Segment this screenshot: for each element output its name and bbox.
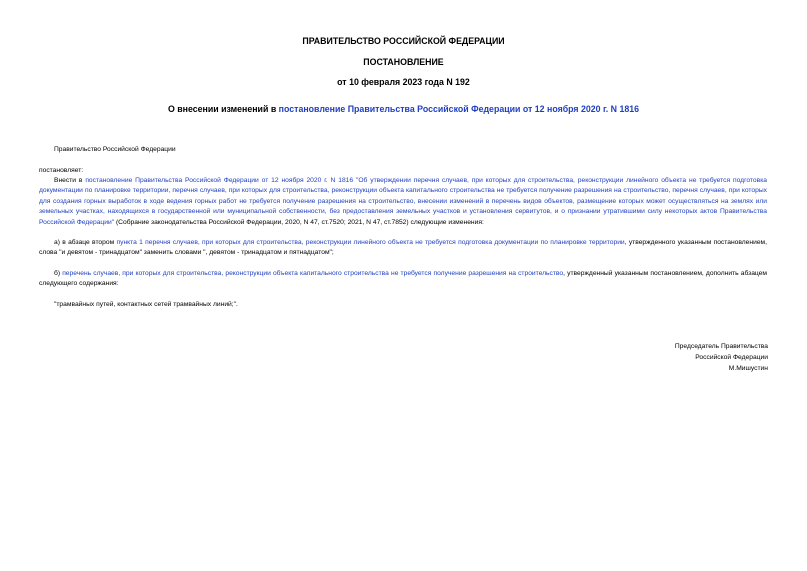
signature-name: М.Мишустин <box>728 365 768 372</box>
title-link[interactable]: постановление Правительства Российской Федерации от 12 ноября 2020 г. N 1816 <box>278 104 640 114</box>
government-line: Правительство Российской Федерации <box>54 146 176 153</box>
paragraph-main-amendment <box>39 176 767 228</box>
title-prefix: О внесении изменений в <box>167 104 279 114</box>
p1-tail: (Собрание законодательства Российской Федерации, 2020, N 47, ст.7520; 2021, N 47, ст.7852) следующие изменения: <box>114 218 484 226</box>
p3-tail: , утвержденный указанным постановлением, дополнить абзацем следующего содержания: <box>39 270 767 288</box>
resolves-line: постановляет: <box>39 167 84 174</box>
p1-lead: Внести в <box>54 177 86 184</box>
signature-country: Российской Федерации <box>695 354 768 361</box>
issuing-authority: ПРАВИТЕЛЬСТВО РОССИЙСКОЙ ФЕДЕРАЦИИ <box>302 36 505 46</box>
paragraph-a <box>39 238 767 259</box>
paragraph-b <box>39 269 767 290</box>
p3-list-link[interactable]: перечень случаев, при которых для строительства, реконструкции объекта капитального строительства не требуется получение разрешения на строительство <box>62 270 564 277</box>
p3-lead: б) <box>54 270 63 277</box>
quoted-addition: "трамвайных путей, контактных сетей трамвайных линий;". <box>54 301 238 308</box>
p2-lead: а) в абзаце втором <box>54 239 117 246</box>
document-title <box>0 104 807 115</box>
document-type: ПОСТАНОВЛЕНИЕ <box>363 57 444 67</box>
p2-point-link[interactable]: пункта 1 перечня случаев, при которых для строительства, реконструкции линейного объекта не требуется подготовка документации по планировке территории <box>116 239 625 246</box>
p1-resolution-link[interactable]: постановление Правительства Российской Федерации от 12 ноября 2020 г. N 1816 "Об утверждении перечня случаев, при которых для строительства, реконструкции линейного объекта не требуется подготовка документации по планировке территории, перечня случаев, при которых для строительства, реконструкции объекта капитального строительства не требуется получение разрешения на строительство, перечня случаев, при которых для создания горных выработок в ходе ведения горных работ не требуется получение разрешения на строительство, внесении изменений в перечень видов объектов, размещение которых может осуществляться на землях или земельных участках, находящихся в государственной или муниципальной собственности, без предоставления земельных участков и установления сервитутов, и о признании утратившими силу некоторых актов Правительства Российской Федерации" <box>39 177 767 226</box>
signature-position: Председатель Правительства <box>674 343 768 350</box>
document-date-number: от 10 февраля 2023 года N 192 <box>337 77 470 87</box>
p2-tail: , утвержденного указанным постановлением, слова "и девятом - тринадцатом" заменить словами ", девятом - тринадцатом и пятнадцатом"; <box>39 239 768 257</box>
